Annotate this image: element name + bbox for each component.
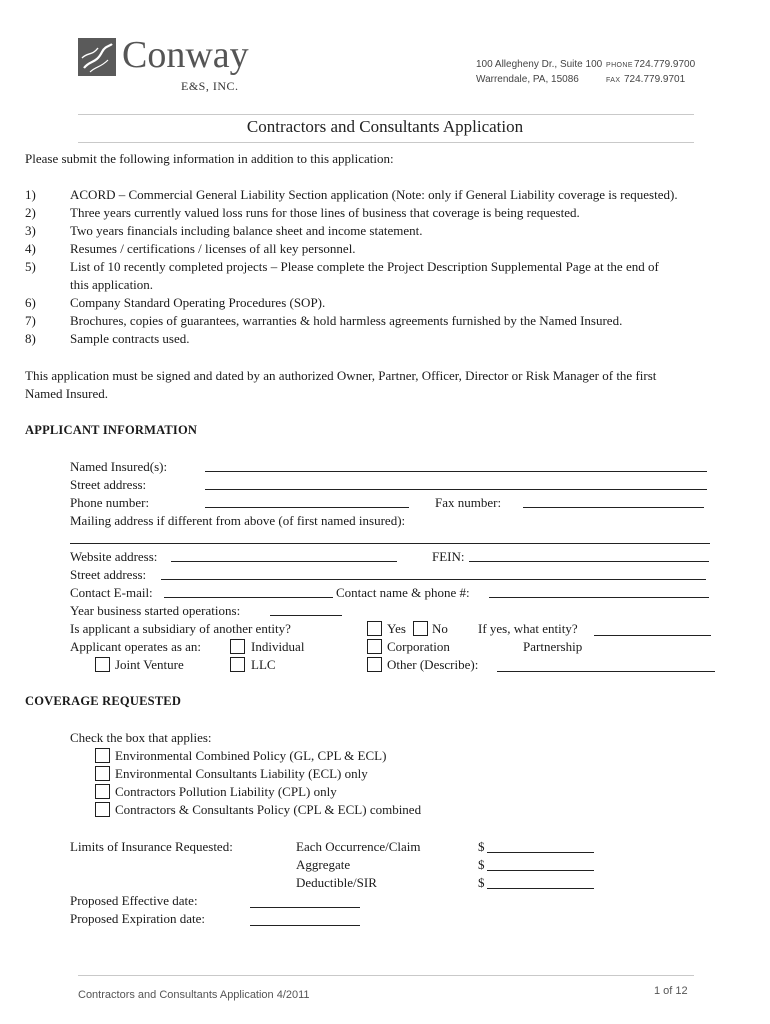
fax-value: 724.779.9701 <box>624 74 686 85</box>
list-item-number: 1) <box>25 187 36 202</box>
street-address-2-label: Street address: <box>70 567 147 582</box>
aggregate-field[interactable] <box>487 870 594 871</box>
street-address-field[interactable] <box>205 489 707 490</box>
contact-name-field[interactable] <box>489 597 709 598</box>
limit-deductible-label: Deductible/SIR <box>296 875 377 890</box>
effective-date-label: Proposed Effective date: <box>70 893 198 908</box>
list-item: Resumes / certifications / licenses of all key personnel. <box>70 241 356 256</box>
phone-value: 724.779.9700 <box>634 59 696 70</box>
title-top-rule <box>78 114 694 115</box>
coverage-option-label: Contractors & Consultants Policy (CPL & ECL) combined <box>115 802 422 817</box>
fein-label: FEIN: <box>432 549 465 564</box>
yes-checkbox[interactable] <box>367 621 382 636</box>
mailing-address-field[interactable] <box>70 543 710 544</box>
no-label: No <box>432 621 448 636</box>
phone-number-field[interactable] <box>205 507 409 508</box>
if-yes-entity-label: If yes, what entity? <box>478 621 578 636</box>
contact-email-field[interactable] <box>164 597 333 598</box>
corporation-label: Corporation <box>387 639 450 654</box>
cpl-ecl-combined-checkbox[interactable] <box>95 802 110 817</box>
applicant-information-heading: APPLICANT INFORMATION <box>25 423 198 437</box>
named-insured-label: Named Insured(s): <box>70 459 168 474</box>
footer-form-name: Contractors and Consultants Application 4/2011 <box>78 989 310 1001</box>
currency-symbol: $ <box>478 875 485 890</box>
limit-aggregate-label: Aggregate <box>296 857 351 872</box>
intro-text: Please submit the following information in addition to this application: <box>25 151 394 166</box>
currency-symbol: $ <box>478 857 485 872</box>
llc-checkbox[interactable] <box>230 657 245 672</box>
operates-as-label: Applicant operates as an: <box>70 639 202 654</box>
address-line-2: Warrendale, PA, 15086 <box>476 74 579 85</box>
no-checkbox[interactable] <box>413 621 428 636</box>
list-item-number: 5) <box>25 259 36 274</box>
list-item: Three years currently valued loss runs for those lines of business that coverage is being requested. <box>70 205 580 220</box>
website-label: Website address: <box>70 549 158 564</box>
fein-field[interactable] <box>469 561 709 562</box>
deductible-field[interactable] <box>487 888 594 889</box>
named-insured-field[interactable] <box>205 471 707 472</box>
each-occurrence-field[interactable] <box>487 852 594 853</box>
list-item-number: 8) <box>25 331 36 346</box>
coverage-option-label: Environmental Combined Policy (GL, CPL & ECL) <box>115 748 387 763</box>
list-item-number: 6) <box>25 295 36 310</box>
cpl-checkbox[interactable] <box>95 784 110 799</box>
title-bottom-rule <box>78 142 694 143</box>
year-started-field[interactable] <box>270 615 342 616</box>
list-item-number: 3) <box>25 223 36 238</box>
street-address-label: Street address: <box>70 477 147 492</box>
list-item: List of 10 recently completed projects – Please complete the Project Description Supplemental Page at the end of <box>70 259 659 274</box>
list-item-number: 2) <box>25 205 36 220</box>
fax-label: FAX <box>606 77 621 84</box>
signature-note-line-2: Named Insured. <box>25 386 109 401</box>
page-title: Contractors and Consultants Application <box>246 117 524 136</box>
mailing-address-label: Mailing address if different from above (of first named insured): <box>70 513 406 528</box>
partnership-label: Partnership <box>523 639 583 654</box>
subsidiary-question: Is applicant a subsidiary of another entity? <box>70 621 291 636</box>
fax-number-field[interactable] <box>523 507 704 508</box>
environmental-combined-checkbox[interactable] <box>95 748 110 763</box>
limits-label: Limits of Insurance Requested: <box>70 839 233 854</box>
phone-number-label: Phone number: <box>70 495 150 510</box>
effective-date-field[interactable] <box>250 907 360 908</box>
individual-label: Individual <box>251 639 305 654</box>
logo-name: Conway <box>122 34 249 76</box>
individual-checkbox[interactable] <box>230 639 245 654</box>
ecl-checkbox[interactable] <box>95 766 110 781</box>
contact-email-label: Contact E-mail: <box>70 585 153 600</box>
list-item-number: 4) <box>25 241 36 256</box>
expiration-date-label: Proposed Expiration date: <box>70 911 206 926</box>
list-item: Company Standard Operating Procedures (SOP). <box>70 295 326 310</box>
coverage-option-label: Environmental Consultants Liability (ECL) only <box>115 766 368 781</box>
list-item: Two years financials including balance sheet and income statement. <box>70 223 423 238</box>
limit-each-occurrence-label: Each Occurrence/Claim <box>296 839 421 854</box>
currency-symbol: $ <box>478 839 485 854</box>
list-item: Brochures, copies of guarantees, warranties & hold harmless agreements furnished by the Named Insured. <box>70 313 623 328</box>
coverage-option-label: Contractors Pollution Liability (CPL) only <box>115 784 337 799</box>
other-checkbox[interactable] <box>367 657 382 672</box>
yes-label: Yes <box>387 621 406 636</box>
other-describe-field[interactable] <box>497 671 715 672</box>
joint-venture-label: Joint Venture <box>115 657 184 672</box>
page-number: 1 of 12 <box>654 985 688 997</box>
list-item-number: 7) <box>25 313 36 328</box>
fax-number-label: Fax number: <box>435 495 502 510</box>
check-box-prompt: Check the box that applies: <box>70 730 212 745</box>
llc-label: LLC <box>251 657 276 672</box>
street-address-2-field[interactable] <box>161 579 706 580</box>
phone-label: PHONE <box>606 62 633 69</box>
corporation-checkbox[interactable] <box>367 639 382 654</box>
list-item-continuation: this application. <box>70 277 154 292</box>
entity-field[interactable] <box>594 635 711 636</box>
logo-subtitle: E&S, INC. <box>181 79 239 93</box>
address-line-1: 100 Allegheny Dr., Suite 100 <box>476 59 603 70</box>
signature-note: This application must be signed and dated by an authorized Owner, Partner, Officer, Director or Risk Manager of the first <box>25 368 657 383</box>
website-field[interactable] <box>171 561 397 562</box>
year-started-label: Year business started operations: <box>70 603 241 618</box>
contact-name-label: Contact name & phone #: <box>336 585 470 600</box>
coverage-requested-heading: COVERAGE REQUESTED <box>25 694 182 708</box>
other-label: Other (Describe): <box>387 657 479 672</box>
list-item: Sample contracts used. <box>70 331 190 346</box>
list-item: ACORD – Commercial General Liability Section application (Note: only if General Liability coverage is requested). <box>70 187 678 202</box>
joint-venture-checkbox[interactable] <box>95 657 110 672</box>
footer-rule <box>78 975 694 976</box>
logo-mark-icon <box>78 38 116 76</box>
expiration-date-field[interactable] <box>250 925 360 926</box>
